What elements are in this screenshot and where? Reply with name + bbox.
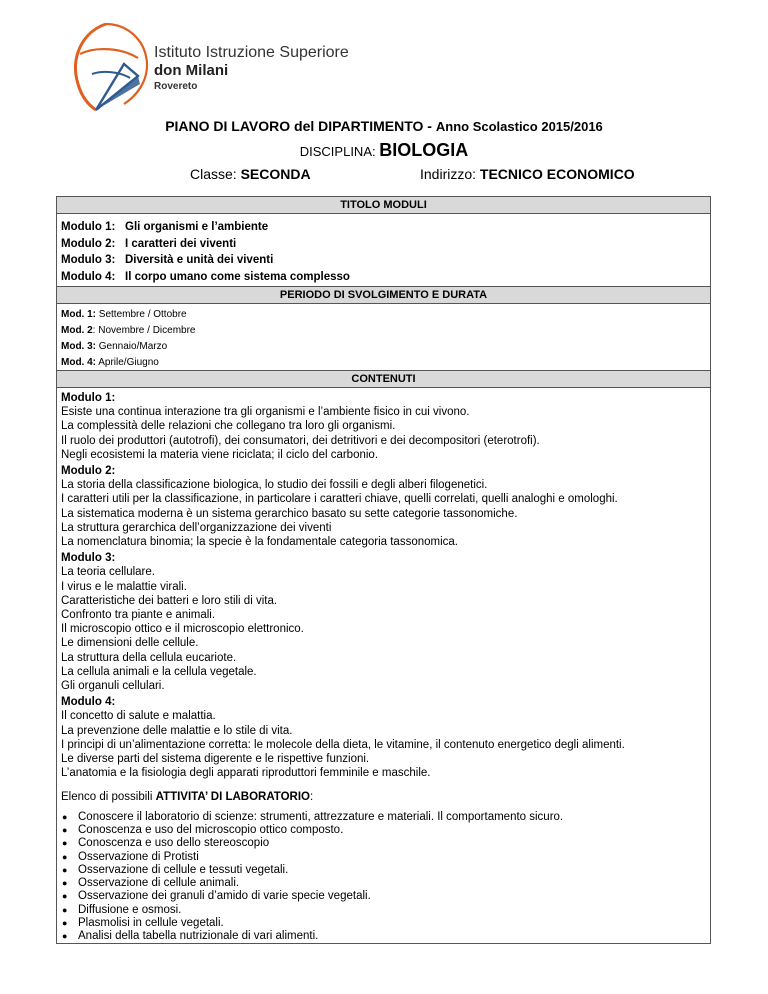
school-subname: don Milani: [154, 62, 229, 79]
lab-intro-suffix: :: [310, 791, 314, 804]
lab-item-text: Osservazione di cellule e tessuti vegetali.: [78, 863, 289, 876]
contenuti-line: Il ruolo dei produttori (autotrofi), dei consumatori, dei detritivori e dei decompositori (eterotrofi).: [61, 434, 540, 447]
contenuti-line: Negli ecosistemi la materia viene riciclata; il ciclo del carbonio.: [61, 448, 379, 461]
modulo-title: I caratteri dei viventi: [125, 237, 237, 250]
title-year: Anno Scolastico 2015/2016: [435, 119, 603, 134]
lab-item-text: Diffusione e osmosi.: [78, 903, 182, 916]
moduli-heading: TITOLO MODULI: [57, 197, 710, 214]
periodo-section: [56, 286, 711, 371]
school-logo-text: [154, 44, 349, 94]
contenuti-line: La teoria cellulare.: [61, 566, 155, 579]
modulo-key: Modulo 3:: [61, 254, 116, 266]
periodo-list: [57, 304, 710, 371]
list-item: [61, 917, 706, 930]
lab-item-text: Osservazione di Protisti: [78, 850, 199, 863]
contenuti-line: I virus e le malattie virali.: [61, 580, 187, 593]
periodo-key: Mod. 1:: [61, 309, 96, 320]
periodo-value: : Novembre / Dicembre: [92, 325, 196, 336]
moduli-section: [56, 196, 711, 287]
contenuti-line: La prevenzione delle malattie e lo stile di vita.: [61, 724, 293, 737]
modulo-key: Modulo 2:: [61, 237, 116, 250]
modulo-title: Gli organismi e l’ambiente: [125, 221, 269, 233]
disciplina-value: BIOLOGIA: [379, 140, 469, 160]
contenuti-line: La storia della classificazione biologica, lo studio dei fossili e degli alberi filogenetici.: [61, 479, 488, 492]
moduli-list: [57, 214, 710, 285]
list-item: [61, 904, 706, 917]
periodo-key: Mod. 2: [61, 325, 93, 336]
bullet-icon: ●: [62, 851, 68, 862]
contenuti-line: Confronto tra piante e animali.: [61, 609, 216, 622]
list-item: [61, 877, 706, 890]
periodo-row: [57, 355, 710, 371]
contenuti-line: I caratteri utili per la classificazione, in particolare i caratteri chiave, quelli correlati, quelli analoghi e omologhi.: [61, 493, 618, 506]
bullet-icon: ●: [62, 918, 68, 929]
list-item: [61, 890, 706, 903]
periodo-row: [57, 339, 710, 355]
contenuti-heading: CONTENUTI: [57, 371, 710, 388]
contenuti-module: [61, 391, 706, 462]
bullet-icon: ●: [62, 878, 68, 889]
title-main: PIANO DI LAVORO del DIPARTIMENTO -: [165, 118, 436, 134]
school-name: Istituto Istruzione Superiore: [154, 44, 349, 61]
periodo-row: [57, 323, 710, 339]
contenuti-line: La struttura gerarchica dell’organizzazione dei viventi: [61, 521, 332, 534]
contenuti-module-heading: Modulo 3:: [61, 552, 116, 565]
periodo-key: Mod. 3:: [61, 341, 96, 352]
contenuti-line: Gli organuli cellulari.: [61, 680, 165, 693]
bullet-icon: ●: [62, 864, 68, 875]
contenuti-line: Caratteristiche dei batteri e loro stili di vita.: [61, 594, 278, 607]
contenuti-line: Le dimensioni delle cellule.: [61, 637, 199, 650]
periodo-row: [57, 307, 710, 323]
contenuti-line: La sistematica moderna è un sistema gerarchico basato su sette categorie tassonomiche.: [61, 507, 518, 520]
indirizzo-value: TECNICO ECONOMICO: [479, 166, 635, 182]
contenuti-module-heading: Modulo 2:: [61, 465, 116, 478]
contenuti-module: [61, 551, 706, 693]
lab-item-text: Conoscenza e uso dello stereoscopio: [78, 837, 270, 850]
contenuti-module-heading: Modulo 4:: [61, 696, 116, 709]
list-item: [61, 811, 706, 824]
classe-label: Classe:: [190, 166, 241, 182]
indirizzo-label: Indirizzo:: [420, 166, 480, 182]
school-logo-icon: [66, 18, 152, 114]
modulo-row: [57, 269, 710, 286]
classe-line: [190, 166, 311, 182]
indirizzo-line: [420, 166, 635, 182]
contenuti-line: La cellula animali e la cellula vegetale.: [61, 665, 257, 678]
list-item: [61, 864, 706, 877]
contenuti-line: La struttura della cellula eucariote.: [61, 651, 237, 664]
lab-item-text: Osservazione di cellule animali.: [78, 877, 240, 890]
contenuti-line: Il concetto di salute e malattia.: [61, 710, 216, 723]
modulo-key: Modulo 4:: [61, 270, 116, 283]
contenuti-line: L’anatomia e la fisiologia degli apparati riproduttori femminile e maschile.: [61, 767, 431, 780]
lab-intro-bold: ATTIVITA’ DI LABORATORIO: [155, 791, 311, 804]
modulo-row: [57, 236, 710, 253]
bullet-icon: ●: [62, 824, 68, 835]
list-item: [61, 837, 706, 850]
contenuti-line: La nomenclatura binomia; la specie è la fondamentale categoria tassonomica.: [61, 536, 458, 549]
lab-intro-prefix: Elenco di possibili: [61, 791, 156, 804]
lab-item-text: Conoscere il laboratorio di scienze: strumenti, attrezzature e materiali. Il comportamento sicuro.: [78, 810, 564, 823]
modulo-row: [57, 219, 710, 236]
lab-intro: [61, 790, 706, 804]
list-item: [61, 930, 706, 943]
periodo-heading: PERIODO DI SVOLGIMENTO E DURATA: [57, 287, 710, 304]
contenuti-module: [61, 464, 706, 549]
disciplina-label: DISCIPLINA: [299, 144, 372, 159]
contenuti-module-heading: Modulo 1:: [61, 392, 116, 404]
lab-list: [61, 811, 706, 944]
bullet-icon: ●: [62, 811, 68, 822]
modulo-key: Modulo 1:: [61, 221, 116, 233]
modulo-title: Diversità e unità dei viventi: [125, 254, 274, 266]
list-item: [61, 824, 706, 837]
contenuti-section: [56, 370, 711, 944]
disciplina-colon: :: [372, 144, 380, 159]
bullet-icon: ●: [62, 904, 68, 915]
bullet-icon: ●: [62, 931, 68, 942]
lab-item-text: Conoscenza e uso del microscopio ottico composto.: [78, 823, 344, 836]
bullet-icon: ●: [62, 838, 68, 849]
contenuti-body: [57, 388, 710, 944]
school-city: Rovereto: [154, 81, 198, 92]
periodo-value: Aprile/Giugno: [96, 357, 159, 368]
disciplina-line: [0, 140, 768, 161]
lab-item-text: Analisi della tabella nutrizionale di vari alimenti.: [78, 930, 319, 943]
school-logo: [66, 18, 366, 114]
contenuti-module: [61, 695, 706, 780]
periodo-key: Mod. 4:: [61, 357, 96, 368]
modulo-row: [57, 252, 710, 269]
contenuti-line: I principi di un’alimentazione corretta: le molecole della dieta, le vitamine, il contenuto energetico degli alimenti.: [61, 738, 625, 751]
periodo-value: Gennaio/Marzo: [96, 341, 168, 352]
contenuti-line: Il microscopio ottico e il microscopio elettronico.: [61, 623, 304, 636]
lab-item-text: Plasmolisi in cellule vegetali.: [78, 917, 224, 930]
document-title: [0, 118, 768, 134]
list-item: [61, 851, 706, 864]
classe-value: SECONDA: [240, 166, 311, 182]
contenuti-line: Esiste una continua interazione tra gli organismi e l’ambiente fisico in cui vivono.: [61, 406, 470, 419]
contenuti-line: La complessità delle relazioni che collegano tra loro gli organismi.: [61, 420, 396, 433]
bullet-icon: ●: [62, 891, 68, 902]
contenuti-line: Le diverse parti del sistema digerente e le rispettive funzioni.: [61, 753, 370, 766]
modulo-title: Il corpo umano come sistema complesso: [125, 270, 350, 283]
periodo-value: Settembre / Ottobre: [96, 309, 187, 320]
lab-item-text: Osservazione dei granuli d’amido di varie specie vegetali.: [78, 890, 371, 903]
